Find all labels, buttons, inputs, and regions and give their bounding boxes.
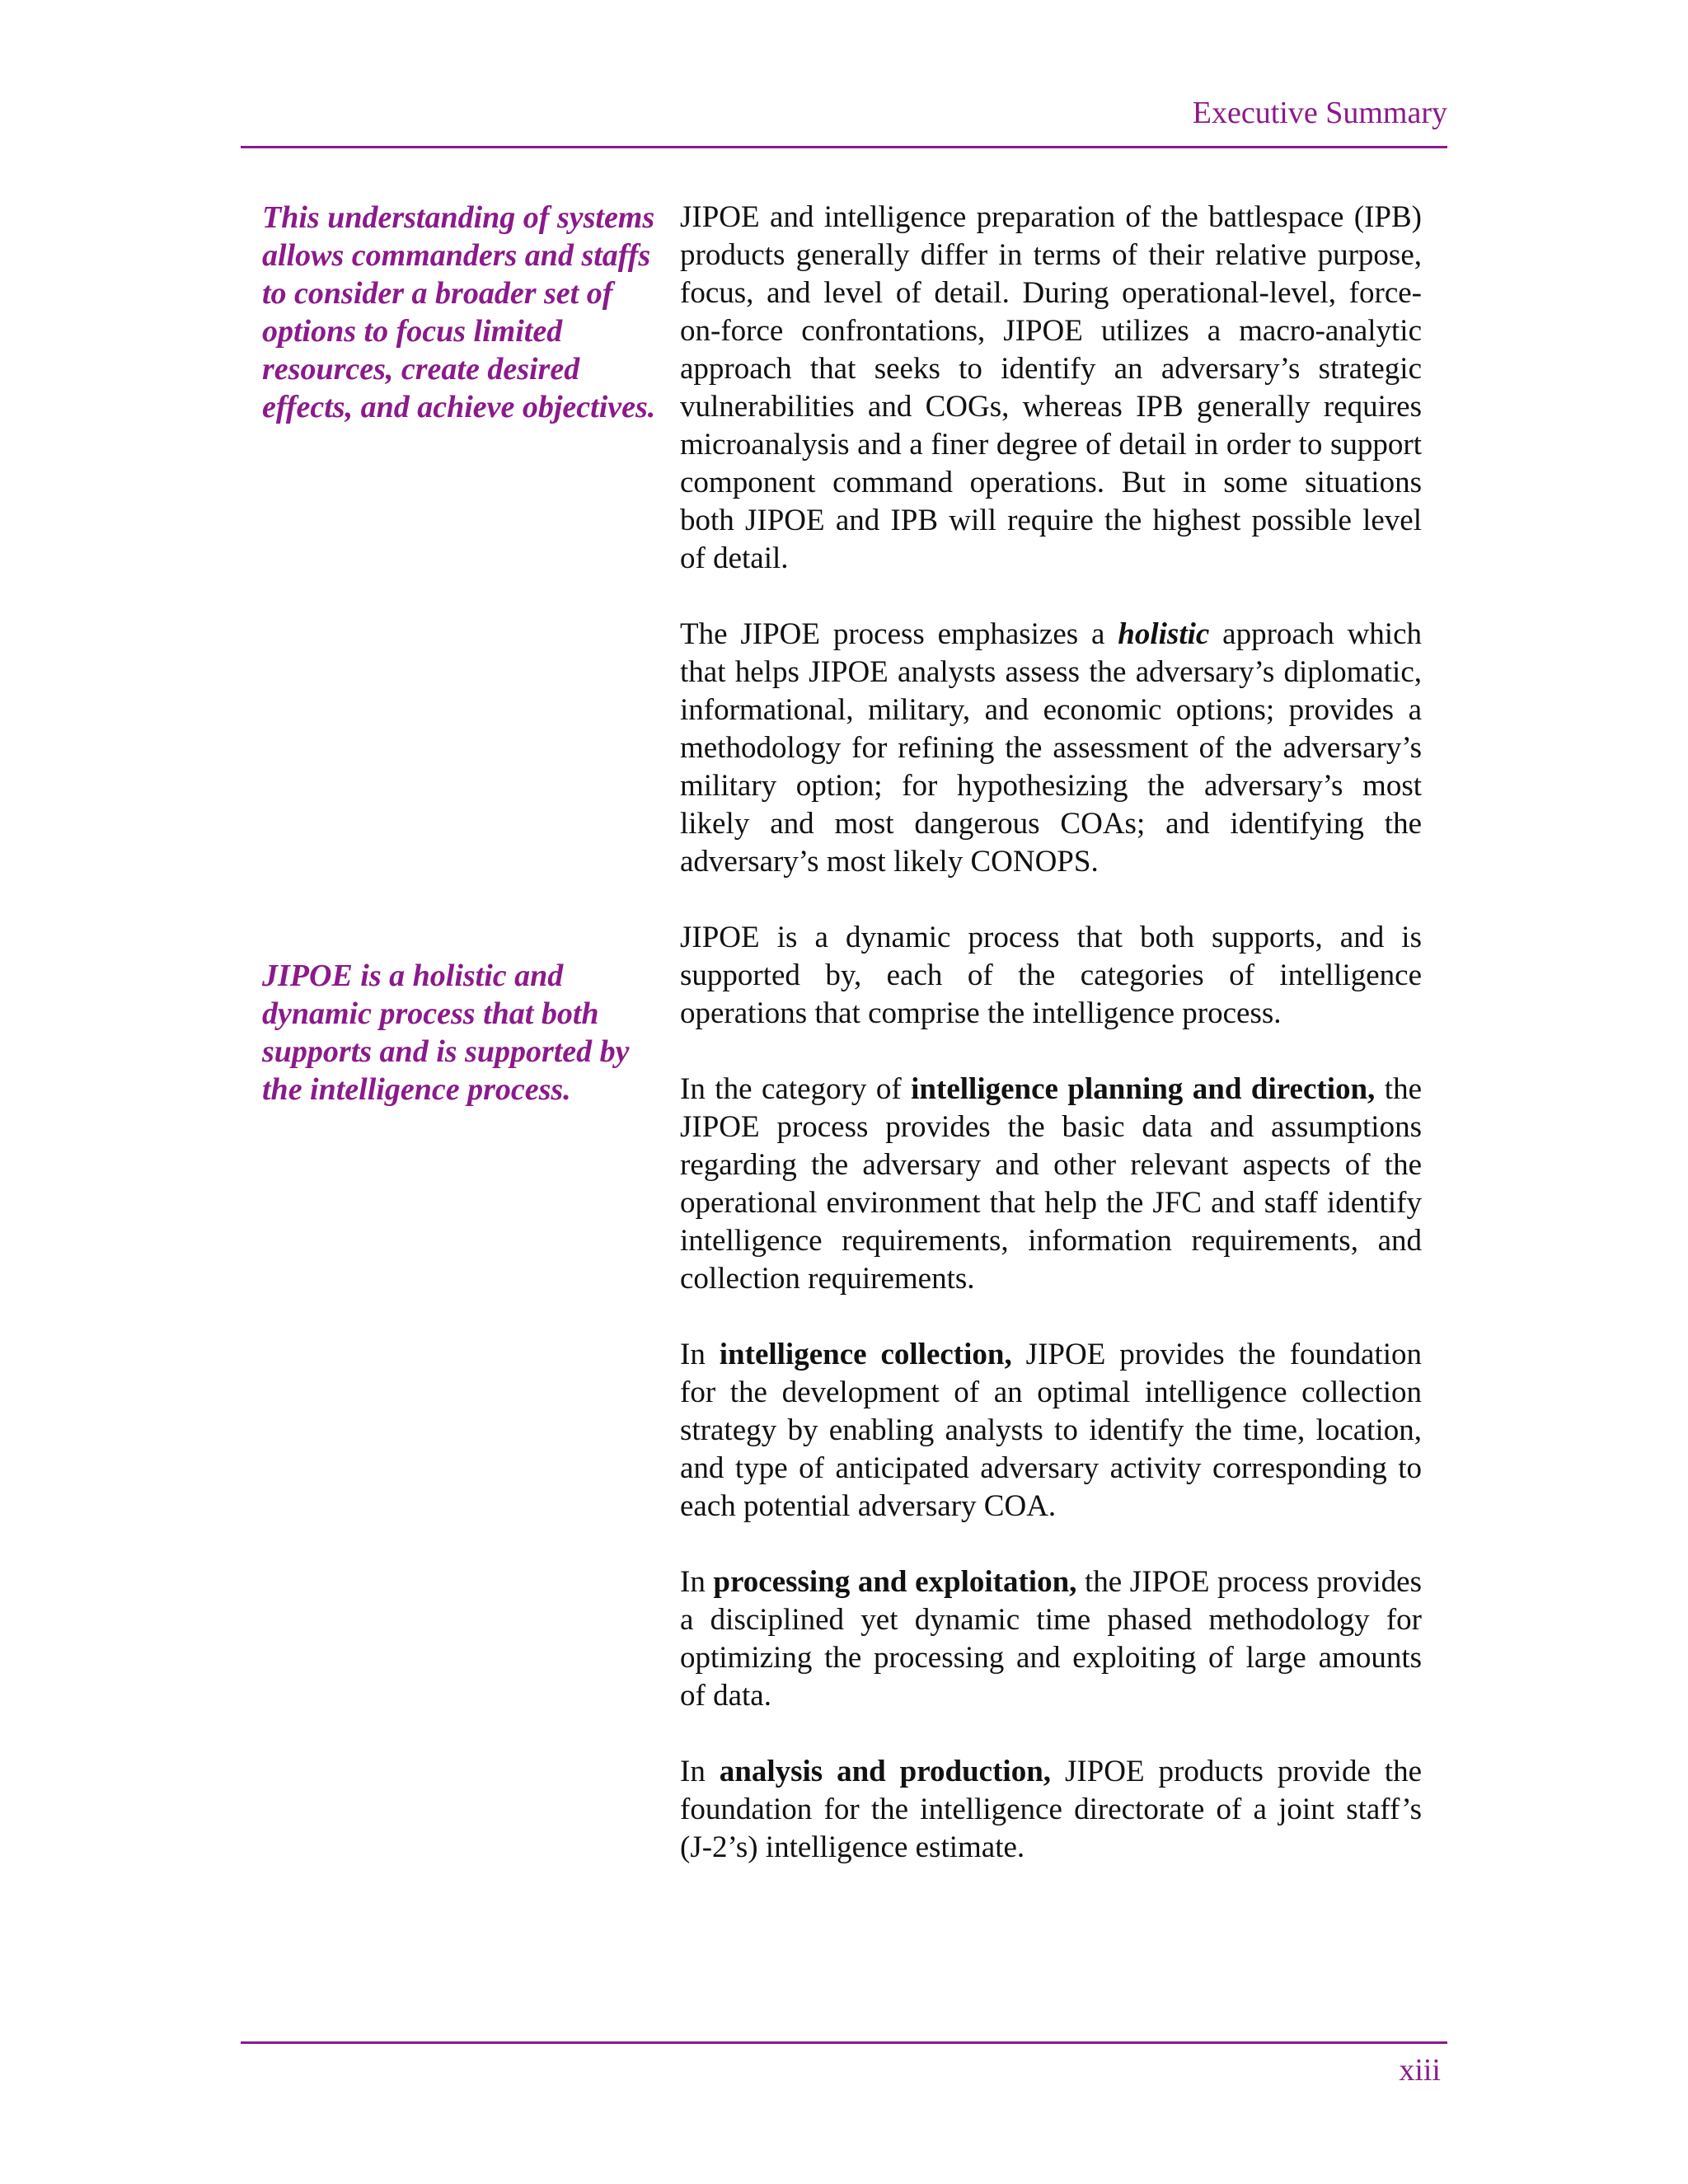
emphasis-text: analysis and production, xyxy=(719,1755,1052,1788)
header-rule xyxy=(241,146,1447,148)
page-number: xiii xyxy=(1399,2053,1441,2088)
paragraph-holistic-approach xyxy=(680,616,1422,881)
paragraph-text: In xyxy=(680,1565,714,1599)
footer-rule xyxy=(241,2041,1447,2044)
paragraph-text: In xyxy=(680,1755,720,1788)
paragraph-text: The JIPOE process emphasizes a xyxy=(680,617,1118,651)
side-note-holistic: JIPOE is a holistic and dynamic process that both supports and is supported by the intelligence process. xyxy=(262,958,630,1107)
emphasis-text: holistic xyxy=(1118,617,1210,651)
paragraph-analysis-production xyxy=(680,1753,1422,1867)
side-note-systems: This understanding of systems allows commanders and staffs to consider a broader set of options to focus limited resources, create desired effects, and achieve objectives. xyxy=(262,200,656,424)
header-title: Executive Summary xyxy=(1192,96,1447,130)
paragraph-processing-exploitation xyxy=(680,1563,1422,1715)
emphasis-text: processing and exploitation, xyxy=(713,1565,1077,1599)
paragraph-text: the JIPOE process provides the basic data and assumptions regarding the adversary and other relevant aspects of the operational environment that help the JFC and staff identify intelligence requirements, information requirements, and collection requirements. xyxy=(680,1072,1422,1296)
paragraph-text: In xyxy=(680,1338,720,1371)
paragraph-text: JIPOE products provide the foundation for the intelligence directorate of a joint staff’s (J-2’s) intelligence estimate. xyxy=(680,1755,1422,1864)
paragraph-jipoe-ipb: JIPOE and intelligence preparation of the battlespace (IPB) products generally differ in terms of their relative purpose, focus, and level of detail. During operational-level, force-on-force confrontations, JIPOE utilizes a macro-analytic approach that seeks to identify an adversary’s strategic vulnerabilities and COGs, whereas IPB generally requires microanalysis and a finer degree of detail in order to support component command operations. But in some situations both JIPOE and IPB will require the highest possible level of detail. xyxy=(680,200,1422,575)
emphasis-text: intelligence collection, xyxy=(719,1338,1012,1371)
paragraph-text: the JIPOE process provides a disciplined yet dynamic time phased methodology for optimizing the processing and exploiting of large amounts of data. xyxy=(680,1565,1422,1713)
paragraph-text: approach which that helps JIPOE analysts assess the adversary’s diplomatic, informational, military, and economic options; provides a methodology for refining the assessment of the adversary’s military option; for hypothesizing the adversary’s most likely and most dangerous COAs; and identifying the adversary’s most likely CONOPS. xyxy=(680,617,1423,879)
main-text-column xyxy=(680,199,1422,1905)
paragraph-dynamic-process: JIPOE is a dynamic process that both supports, and is supported by, each of the categories of intelligence operations that comprise the intelligence process. xyxy=(680,921,1422,1030)
paragraph-planning-direction xyxy=(680,1071,1422,1298)
emphasis-text: intelligence planning and direction, xyxy=(911,1072,1376,1106)
paragraph-collection xyxy=(680,1336,1422,1526)
paragraph-text: In the category of xyxy=(680,1072,912,1106)
paragraph-text: JIPOE provides the foundation for the development of an optimal intelligence collection strategy by enabling analysts to identify the time, location, and type of anticipated adversary activity corresponding to each potential adversary COA. xyxy=(680,1338,1423,1523)
